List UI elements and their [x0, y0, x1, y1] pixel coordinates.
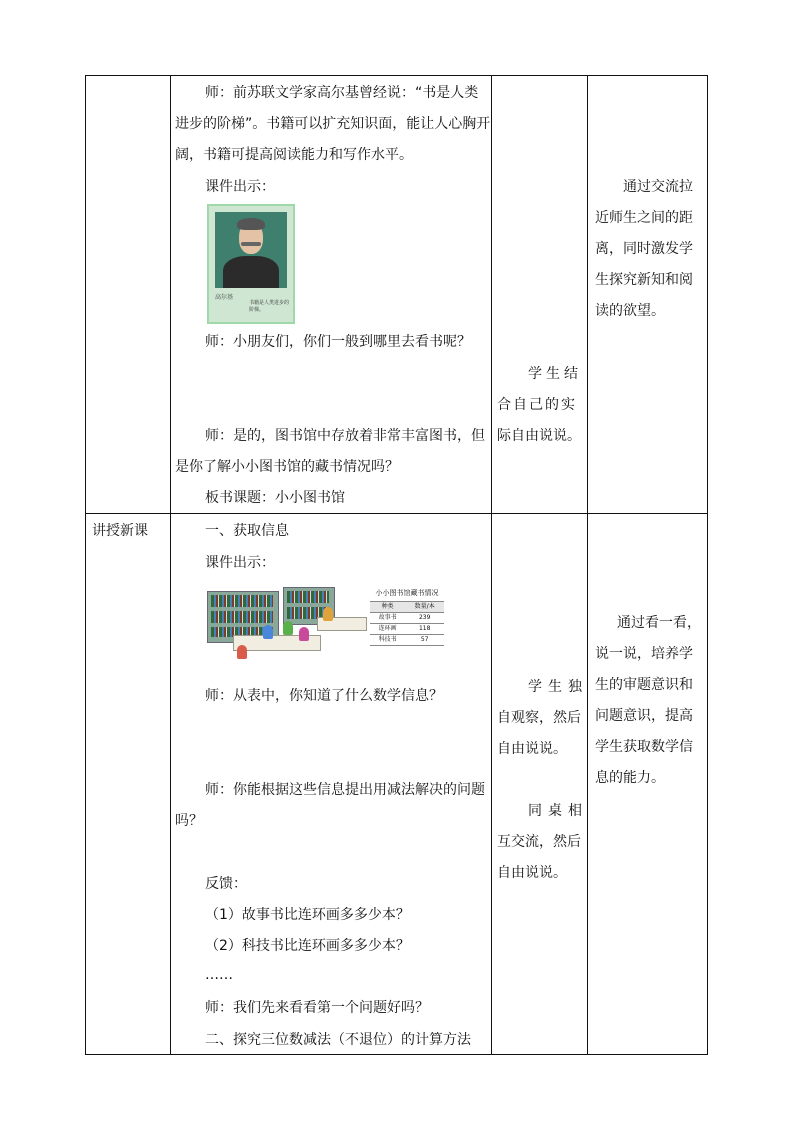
answer-line-1: 师：是的，图书馆中存放着非常丰富图书，但	[205, 428, 485, 444]
table-border-right	[707, 75, 708, 1055]
table-border-bottom	[85, 1054, 707, 1055]
step-1-heading: 一、获取信息	[205, 523, 289, 539]
feedback-item-1: （1）故事书比连环画多多少本？	[205, 907, 410, 923]
library-stock-table	[367, 588, 447, 646]
board-title: 板书课题：小小图书馆	[205, 490, 345, 506]
quote-line-2: 进步的阶梯”。书籍可以扩充知识面，能让人心胸开	[175, 116, 491, 132]
section-title: 讲授新课	[92, 523, 148, 539]
student-activity-line-1: 学生结	[528, 366, 582, 382]
student-observe-line-3: 自由说说。	[497, 741, 567, 757]
col-divider-3	[587, 75, 588, 1055]
quote-line-3: 阔，书籍可提高阅读能力和写作水平。	[175, 147, 413, 163]
intent2-line-3: 生的审题意识和	[595, 677, 693, 693]
step-2-heading: 二、探究三位数减法（不退位）的计算方法	[205, 1032, 471, 1048]
col-divider-2	[491, 75, 492, 1055]
row-divider	[85, 513, 707, 514]
table-border-top	[85, 75, 707, 76]
row-kind: 连环画	[370, 624, 405, 635]
intent-line-4: 生探究新知和阅	[595, 272, 693, 288]
answer-line-2: 是你了解小小图书馆的藏书情况吗？	[175, 459, 399, 475]
student-observe-line-2: 自观察，然后	[497, 710, 581, 726]
question-first-problem: 师：我们先来看看第一个问题好吗？	[205, 1000, 429, 1016]
row-kind: 故事书	[370, 613, 405, 624]
table-row	[370, 624, 444, 635]
courseware-label: 课件出示：	[205, 179, 275, 195]
ellipsis: ……	[205, 967, 233, 983]
library-table-header-row	[370, 602, 444, 613]
feedback-item-2: （2）科技书比连环画多多少本？	[205, 938, 410, 954]
row-count: 118	[405, 624, 444, 635]
library-table-title: 小小图书馆藏书情况	[375, 589, 439, 597]
question-where-read: 师：小朋友们，你们一般到哪里去看书呢？	[205, 334, 471, 350]
table-border-left	[85, 75, 86, 1055]
question-math-info: 师：从表中，你知道了什么数学信息？	[205, 688, 443, 704]
intent2-line-4: 问题意识，提高	[595, 708, 693, 724]
header-kind: 种类	[370, 602, 405, 613]
feedback-label: 反馈：	[205, 876, 247, 892]
student-discuss-line-1: 同桌相	[528, 803, 588, 819]
table-row	[370, 613, 444, 624]
intent2-line-2: 说一说，培养学	[595, 646, 693, 662]
courseware-label-2: 课件出示：	[205, 555, 275, 571]
portrait-quote: 书籍是人类进步的阶梯。	[249, 300, 290, 313]
row-count: 239	[405, 613, 444, 624]
quote-line-1: 师：前苏联文学家高尔基曾经说：“书是人类	[205, 85, 479, 101]
intent-line-1: 通过交流拉	[623, 179, 693, 195]
student-observe-line-1: 学生独	[528, 679, 588, 695]
student-activity-line-3: 际自由说说。	[497, 428, 581, 444]
intent2-line-6: 息的能力。	[595, 770, 665, 786]
student-discuss-line-2: 互交流，然后	[497, 834, 581, 850]
portrait-name: 高尔基	[215, 294, 234, 301]
table-row	[370, 635, 444, 646]
row-count: 57	[405, 635, 444, 646]
question-subtraction-line-2: 吗？	[175, 813, 203, 829]
intent2-line-1: 通过看一看，	[617, 615, 701, 631]
question-subtraction-line-1: 师：你能根据这些信息提出用减法解决的问题	[205, 782, 485, 798]
student-activity-line-2: 合自己的实	[497, 397, 577, 413]
col-divider-1	[170, 75, 171, 1055]
student-discuss-line-3: 自由说说。	[497, 865, 567, 881]
intent-line-5: 读的欲望。	[595, 303, 665, 319]
header-count: 数量/本	[405, 602, 444, 613]
gorky-portrait-image	[207, 204, 295, 324]
intent-line-2: 近师生之间的距	[595, 210, 693, 226]
intent-line-3: 离，同时激发学	[595, 241, 693, 257]
intent2-line-5: 学生获取数学信	[595, 739, 693, 755]
row-kind: 科技书	[370, 635, 405, 646]
